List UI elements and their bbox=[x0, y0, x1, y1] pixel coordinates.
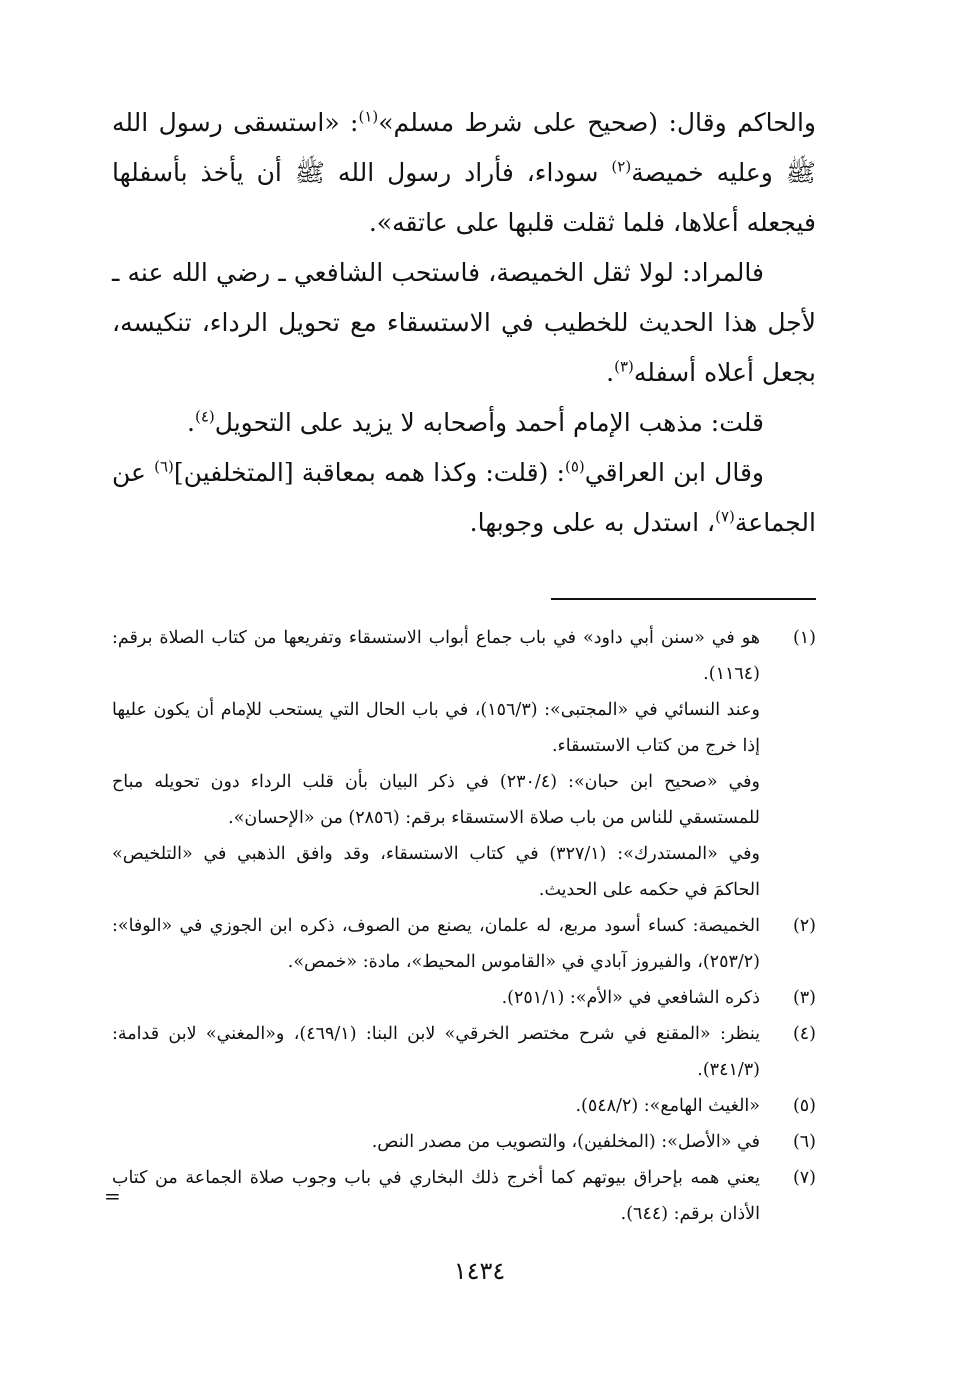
footnote-line: الخميصة: كساء أسود مربع، له علمان، يصنع من الصوف، ذكره ابن الجوزي في «الوفا»: (٢٥٣/٢)، والفيروز آبادي في «القاموس المحيط»، مادة: «خمص». bbox=[112, 916, 760, 972]
footnote-6 bbox=[112, 1124, 816, 1160]
footnote-number: (٤) bbox=[792, 1024, 816, 1044]
footnote-line: «الغيث الهامع»: (٥٤٨/٢). bbox=[575, 1096, 760, 1116]
footnote-text bbox=[112, 620, 760, 908]
footnote-line: وفي «صحيح ابن حبان»: (٢٣٠/٤) في ذكر البيان بأن قلب الرداء دون تحويله مباح للمستسقي للناس من باب صلاة الاستسقاء برقم: (٢٨٥٦) من «الإحسان». bbox=[112, 772, 760, 828]
page-number: ١٤٣٤ bbox=[453, 1257, 506, 1285]
footnote-text bbox=[112, 980, 760, 1016]
paragraph-3: قلت: مذهب الإمام أحمد وأصحابه لا يزيد على التحويل$^{(٤)}$. bbox=[187, 407, 764, 437]
footnote-ref-2: (٢) bbox=[611, 157, 632, 176]
footnote-line: هو في «سنن أبي داود» في باب جماع أبواب الاستسقاء وتفريعها من كتاب الصلاة برقم: (١١٦٤). bbox=[112, 628, 760, 684]
paragraph-4: وقال ابن العراقي$^{(٥)}$: (قلت: وكذا همه بمعاقبة [المتخلفين]$^{(٦)}$ عن الجماعة$^{(٧)}$، استدل به على وجوبها. bbox=[112, 457, 816, 537]
footnote-number: (٢) bbox=[792, 916, 816, 936]
footnote-line: ذكره الشافعي في «الأم»: (٢٥١/١). bbox=[501, 988, 760, 1008]
footnote-ref-7: (٧) bbox=[715, 507, 735, 526]
footnote-line: ينظر: «المقنع في شرح مختصر الخرقي» لابن البنا: (٤٦٩/١)، و«المغني» لابن قدامة: (٣٤١/٣). bbox=[112, 1024, 761, 1080]
footnote-ref-6: (٦) bbox=[154, 457, 174, 476]
footnote-ref-1: (١) bbox=[358, 107, 379, 126]
footnote-text bbox=[112, 908, 760, 980]
footnote-2 bbox=[112, 908, 816, 980]
footnote-4 bbox=[112, 1016, 816, 1088]
footnote-ref-5: (٥) bbox=[564, 457, 585, 476]
footnote-5 bbox=[112, 1088, 816, 1124]
footnote-line: في «الأصل»: (المخلفين)، والتصويب من مصدر النص. bbox=[371, 1132, 760, 1152]
footnote-number: (٦) bbox=[792, 1132, 816, 1152]
footnote-text bbox=[112, 1016, 760, 1088]
footnote-text bbox=[112, 1160, 760, 1232]
footnote-number: (٣) bbox=[792, 988, 816, 1008]
footnote-text bbox=[112, 1124, 760, 1160]
footnote-separator bbox=[551, 598, 816, 600]
footnote-text bbox=[112, 1088, 760, 1124]
footnotes bbox=[112, 620, 816, 1232]
footnote-line: وفي «المستدرك»: (٣٢٧/١) في كتاب الاستسقاء، وقد وافق الذهبي في «التلخيص» الحاكمَ في حكمه على الحديث. bbox=[112, 844, 761, 900]
main-text bbox=[112, 98, 816, 548]
continuation-mark: = bbox=[104, 1184, 121, 1208]
footnote-number: (١) bbox=[792, 628, 816, 648]
footnote-ref-4: (٤) bbox=[195, 407, 215, 426]
footnote-line: يعني همه بإحراق بيوتهم كما أخرج ذلك البخاري في باب وجوب صلاة الجماعة من كتاب الأذان برقم: (٦٤٤). bbox=[112, 1168, 760, 1224]
footnote-number: (٥) bbox=[792, 1096, 816, 1116]
footnote-7 bbox=[112, 1160, 816, 1232]
paragraph-2: فالمراد: لولا ثقل الخميصة، فاستحب الشافعي ـ رضي الله عنه ـ لأجل هذا الحديث للخطيب في الاستسقاء مع تحويل الرداء، تنكيسه، بجعل أعلاه أسفله$^{(٣)}$. bbox=[112, 258, 816, 387]
footnote-3 bbox=[112, 980, 816, 1016]
paragraph-1: والحاكم وقال: (صحيح على شرط مسلم»$^{(١)}$: «استسقى رسول الله ﷺ وعليه خميصة$^{(٢)}$ سوداء، فأراد رسول الله ﷺ أن يأخذ بأسفلها فيجعله أعلاها، فلما ثقلت قلبها على عاتقه». bbox=[112, 107, 816, 237]
footnote-number: (٧) bbox=[792, 1168, 816, 1188]
footnote-1 bbox=[112, 620, 816, 908]
footnote-ref-3: (٣) bbox=[614, 357, 634, 376]
footnote-line: وعند النسائي في «المجتبى»: (١٥٦/٣)، في باب الحال التي يستحب للإمام أن يكون عليها إذا خرج من كتاب الاستسقاء. bbox=[112, 700, 760, 756]
